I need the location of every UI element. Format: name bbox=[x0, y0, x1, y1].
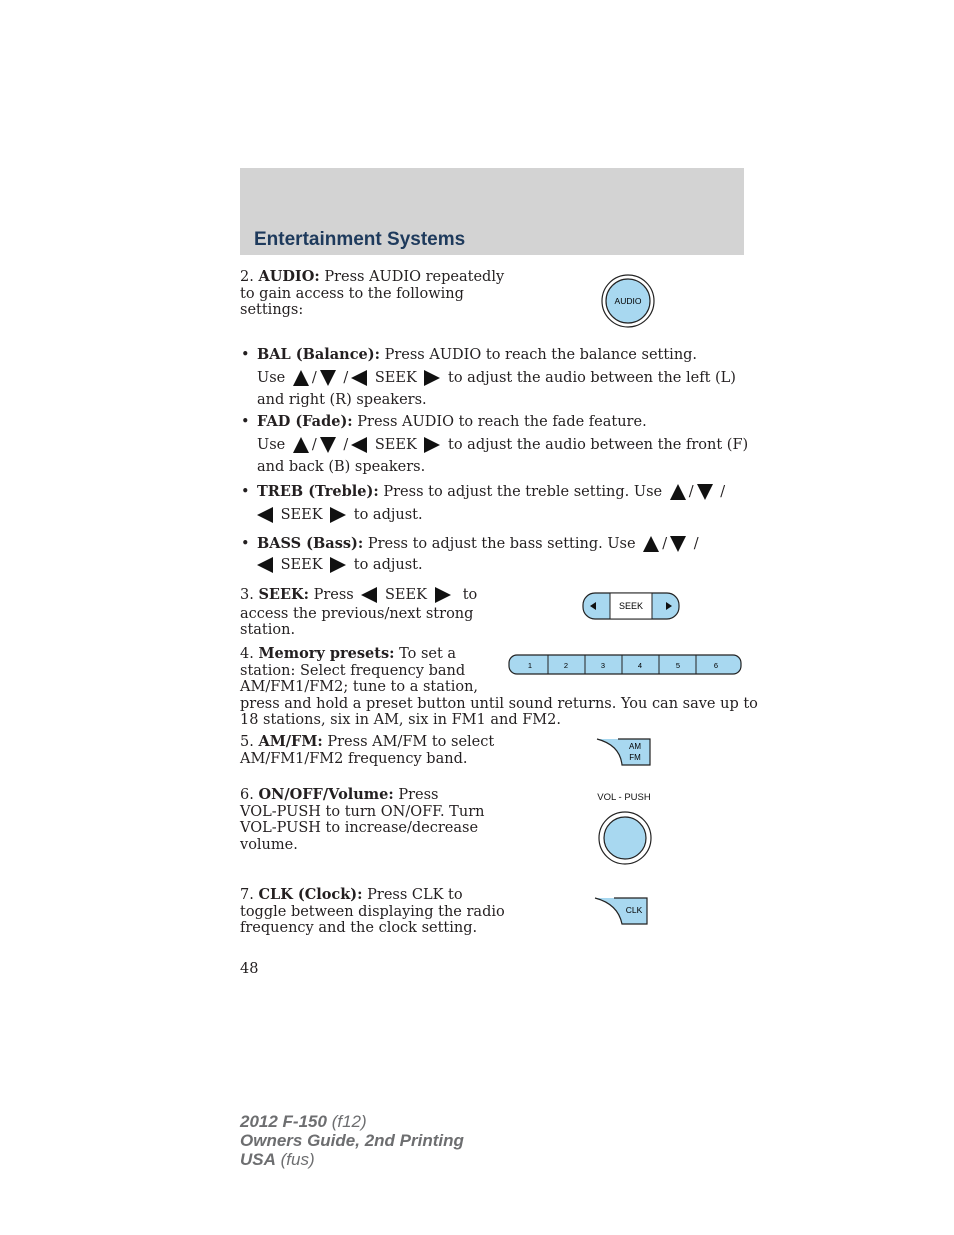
arrow-down-icon bbox=[320, 370, 336, 386]
arrow-left-icon bbox=[351, 370, 367, 386]
item-fad: • FAD (Fade): Press AUDIO to reach the fade feature. Use / / SEEK to adjust the audio between the front (F) and back (B) speakers. bbox=[241, 413, 749, 475]
arrow-up-icon bbox=[293, 437, 309, 453]
arrow-down-icon bbox=[670, 536, 686, 552]
arrow-left-icon bbox=[351, 437, 367, 453]
page-number: 48 bbox=[240, 961, 259, 977]
arrow-up-icon bbox=[643, 536, 659, 552]
arrow-up-icon bbox=[670, 484, 686, 500]
item-bass: • BASS (Bass): Press to adjust the bass setting. Use / / SEEK to adjust. bbox=[241, 535, 699, 573]
document-footer: 2012 F-150 (f12) Owners Guide, 2nd Printing USA (fus) bbox=[240, 1112, 464, 1169]
seek-button-label: SEEK bbox=[618, 601, 644, 611]
amfm-button-label-bottom: FM bbox=[629, 753, 641, 762]
audio-button-label: AUDIO bbox=[614, 296, 642, 306]
section-title: Entertainment Systems bbox=[254, 229, 466, 250]
arrow-down-icon bbox=[320, 437, 336, 453]
item-seek: 3. SEEK: Press SEEK to access the previous/next strong station. bbox=[240, 586, 478, 638]
preset-button-2: 2 bbox=[563, 661, 569, 670]
amfm-button-illustration bbox=[596, 737, 652, 767]
amfm-button-label-top: AM bbox=[629, 742, 641, 751]
audio-label: AUDIO: bbox=[258, 268, 320, 285]
arrow-right-icon bbox=[330, 557, 346, 573]
preset-button-4: 4 bbox=[637, 661, 643, 670]
volume-knob-illustration bbox=[597, 810, 653, 866]
arrow-down-icon bbox=[697, 484, 713, 500]
arrow-up-icon bbox=[293, 370, 309, 386]
arrow-right-icon bbox=[424, 437, 440, 453]
clk-button-illustration bbox=[594, 896, 650, 926]
preset-buttons-illustration bbox=[508, 654, 742, 675]
item-presets: 4. Memory presets: To set a station: Select frequency band AM/FM1/FM2; tune to a station, press and hold a preset button until sound returns. You can save up to 18 stations, six in AM, six in FM1 and FM2. bbox=[240, 645, 758, 728]
seek-button-illustration bbox=[582, 592, 680, 620]
arrow-right-icon bbox=[330, 507, 346, 523]
audio-button-illustration bbox=[600, 273, 656, 329]
preset-button-6: 6 bbox=[713, 661, 719, 670]
arrow-left-icon bbox=[257, 507, 273, 523]
arrow-left-icon bbox=[257, 557, 273, 573]
preset-button-3: 3 bbox=[600, 661, 606, 670]
item-treb: • TREB (Treble): Press to adjust the treble setting. Use / / SEEK to adjust. bbox=[241, 483, 726, 523]
arrow-right-icon bbox=[435, 587, 451, 603]
vol-push-label: VOL - PUSH bbox=[597, 792, 651, 803]
item-onoff: 6. ON/OFF/Volume: Press VOL-PUSH to turn ON/OFF. Turn VOL-PUSH to increase/decrease volume. bbox=[240, 786, 485, 853]
item-bal: • BAL (Balance): Press AUDIO to reach the balance setting. Use / / SEEK to adjust the audio between the left (L) and right (R) speakers. bbox=[241, 346, 736, 408]
item-clk: 7. CLK (Clock): Press CLK to toggle between displaying the radio frequency and the clock setting. bbox=[240, 886, 505, 936]
arrow-left-icon bbox=[361, 587, 377, 603]
preset-button-1: 1 bbox=[527, 661, 533, 670]
preset-button-5: 5 bbox=[675, 661, 681, 670]
arrow-right-icon bbox=[424, 370, 440, 386]
item-audio: 2. AUDIO: Press AUDIO repeatedly to gain access to the following settings: bbox=[240, 268, 505, 318]
section-header bbox=[240, 168, 744, 255]
item-amfm: 5. AM/FM: Press AM/FM to select AM/FM1/FM2 frequency band. bbox=[240, 733, 495, 767]
clk-button-label: CLK bbox=[625, 905, 643, 915]
